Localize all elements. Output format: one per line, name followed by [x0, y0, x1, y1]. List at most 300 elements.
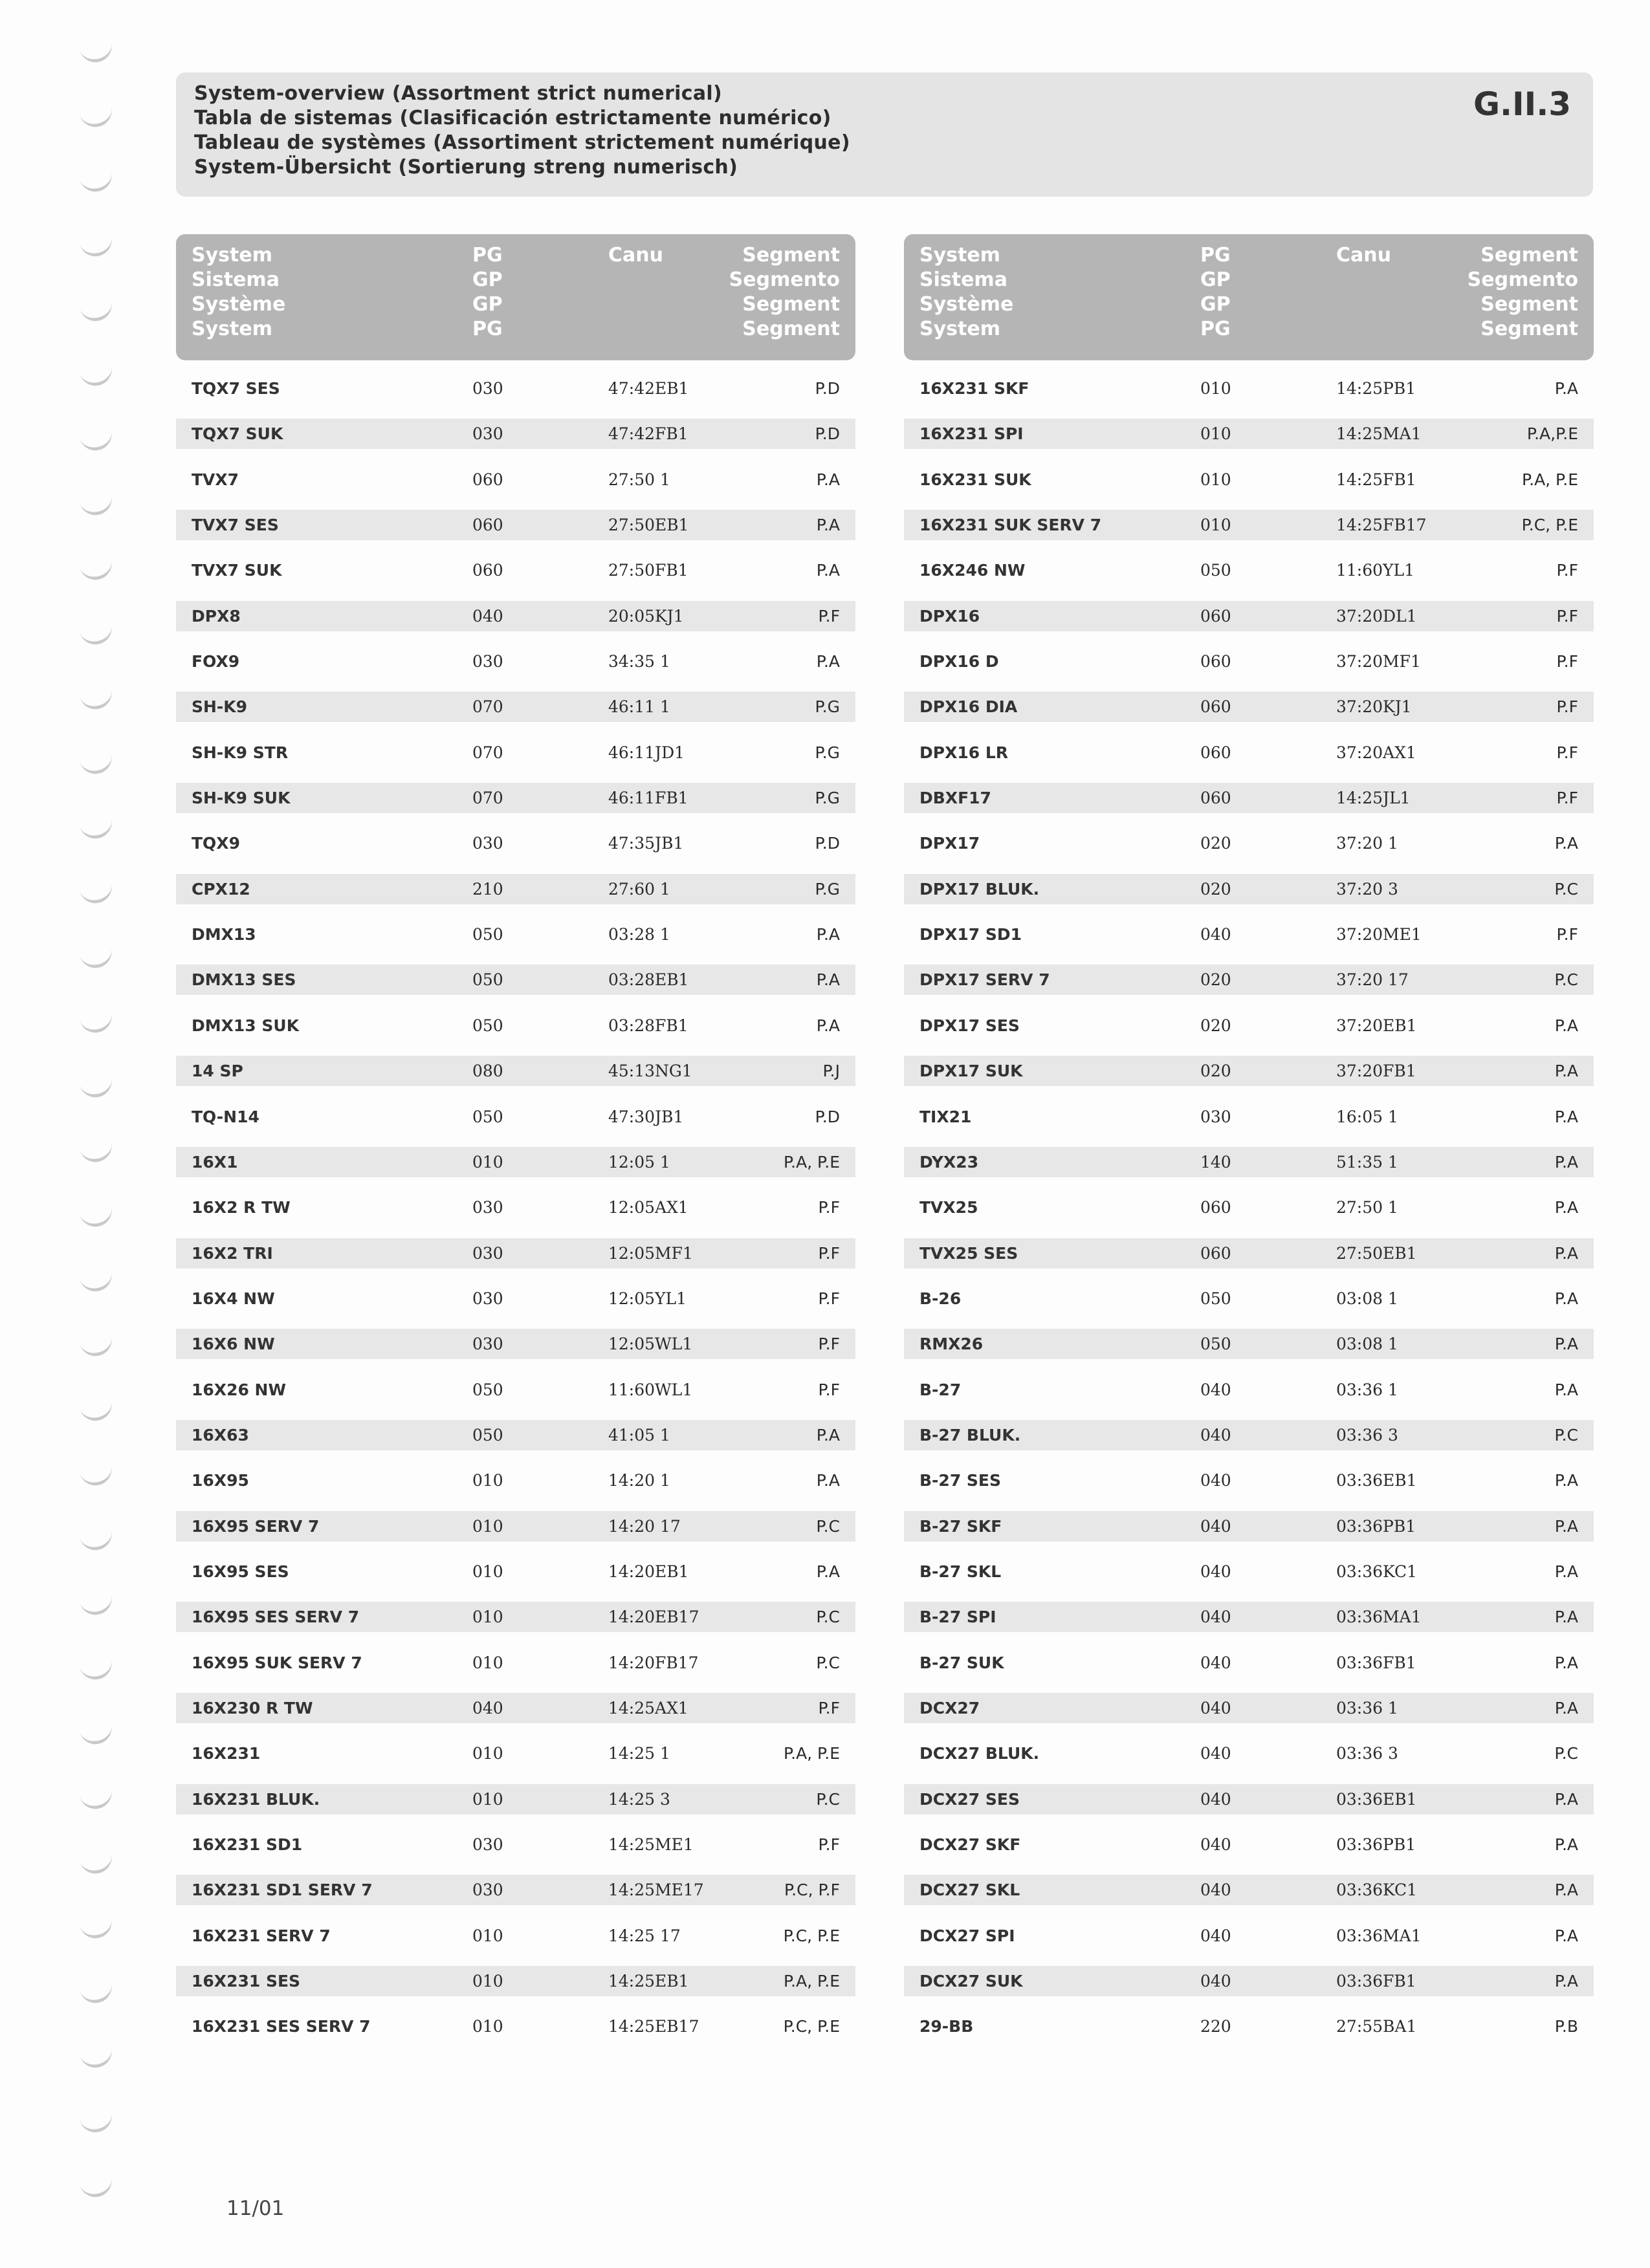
cell-canu: 03:36EB1 [1336, 1789, 1417, 1809]
cell-pg: 030 [472, 652, 503, 671]
cell-canu: 37:20 1 [1336, 834, 1398, 853]
table-row [176, 1420, 855, 1450]
cell-system: 16X231 SES SERV 7 [192, 2017, 371, 2036]
cell-segment: P.A [1554, 1062, 1578, 1081]
cell-system: 16X2 TRI [192, 1243, 273, 1263]
binding-hole [80, 2047, 115, 2071]
table-row [904, 874, 1594, 904]
cell-canu: 03:36FB1 [1336, 1653, 1416, 1672]
binding-hole [80, 495, 115, 518]
cell-pg: 030 [472, 834, 503, 853]
cell-canu: 41:05 1 [608, 1425, 670, 1445]
cell-segment: P.A [1554, 1698, 1578, 1717]
cell-pg: 050 [1200, 1289, 1231, 1308]
cell-system: 16X231 BLUK. [192, 1789, 320, 1809]
cell-system: B-27 SPI [919, 1608, 996, 1627]
cell-pg: 010 [1200, 379, 1231, 398]
table-row [176, 1147, 855, 1177]
cell-canu: 14:20 1 [608, 1471, 670, 1490]
cell-segment: P.J [822, 1062, 840, 1081]
cell-canu: 14:25FB1 [1336, 470, 1416, 489]
cell-canu: 14:20FB17 [608, 1653, 699, 1672]
table-header [904, 234, 1594, 360]
cell-canu: 14:20 17 [608, 1516, 681, 1536]
cell-segment: P.F [1556, 606, 1578, 626]
cell-segment: P.A [1554, 1972, 1578, 1991]
column-label: GP [472, 293, 503, 316]
cell-pg: 050 [472, 925, 503, 944]
cell-segment: P.C [816, 1789, 840, 1809]
cell-canu: 27:50 1 [608, 470, 670, 489]
binding-hole [80, 365, 115, 389]
cell-canu: 14:25ME17 [608, 1881, 704, 1900]
table-row [176, 1511, 855, 1542]
cell-canu: 27:60 1 [608, 879, 670, 899]
cell-canu: 27:50 1 [1336, 1198, 1398, 1217]
cell-system: DPX16 [919, 606, 980, 626]
table-row [904, 2011, 1594, 2042]
table-row [904, 1556, 1594, 1587]
cell-segment: P.A [1554, 1926, 1578, 1945]
cell-canu: 03:08 1 [1336, 1335, 1398, 1354]
cell-pg: 040 [1200, 1516, 1231, 1536]
table-row [176, 464, 855, 495]
cell-system: 16X231 SD1 SERV 7 [192, 1881, 373, 1900]
cell-segment: P.C, P.E [783, 1926, 840, 1945]
table-body [904, 373, 1594, 2042]
cell-segment: P.G [815, 789, 840, 808]
table-row [904, 1465, 1594, 1496]
cell-system: 16X26 NW [192, 1380, 287, 1399]
cell-canu: 14:25EB17 [608, 2017, 699, 2036]
cell-segment: P.A [1554, 1881, 1578, 1900]
table-row [904, 1875, 1594, 1905]
table-row [904, 1102, 1594, 1132]
cell-system: DPX16 DIA [919, 697, 1018, 717]
cell-system: 16X95 SUK SERV 7 [192, 1653, 362, 1672]
binding-hole [80, 1271, 115, 1294]
cell-segment: P.C [1554, 970, 1578, 990]
column-label: System [919, 244, 1000, 267]
cell-pg: 050 [1200, 1335, 1231, 1354]
cell-segment: P.F [818, 1243, 840, 1263]
cell-pg: 020 [1200, 1016, 1231, 1035]
cell-pg: 040 [1200, 1926, 1231, 1945]
binding-hole [80, 301, 115, 324]
cell-pg: 050 [472, 1380, 503, 1399]
cell-pg: 020 [1200, 834, 1231, 853]
cell-canu: 46:11FB1 [608, 789, 688, 808]
column-system [919, 243, 1013, 342]
cell-canu: 27:50FB1 [608, 561, 688, 580]
cell-segment: P.C, P.E [1521, 516, 1578, 535]
binding-hole [80, 560, 115, 583]
header-title-de: System-Übersicht (Sortierung streng numerisch) [194, 156, 738, 179]
cell-canu: 11:60WL1 [608, 1380, 693, 1399]
cell-pg: 070 [472, 743, 503, 762]
cell-pg: 050 [472, 1016, 503, 1035]
cell-segment: P.D [815, 379, 840, 398]
column-pg [1200, 243, 1231, 342]
column-label: Segmento [729, 268, 840, 291]
binding-hole [80, 1659, 115, 1683]
table-row [176, 1738, 855, 1769]
cell-pg: 030 [472, 1243, 503, 1263]
table-row [176, 2011, 855, 2042]
cell-segment: P.A [1554, 1152, 1578, 1172]
cell-system: 16X230 R TW [192, 1698, 313, 1717]
table-row [176, 373, 855, 404]
cell-pg: 070 [472, 789, 503, 808]
cell-pg: 210 [472, 879, 503, 899]
cell-pg: 040 [1200, 1972, 1231, 1991]
cell-canu: 37:20FB1 [1336, 1062, 1416, 1081]
cell-segment: P.F [818, 1835, 840, 1854]
cell-segment: P.A [1554, 1289, 1578, 1308]
cell-system: SH-K9 [192, 697, 248, 717]
cell-canu: 03:28 1 [608, 925, 670, 944]
cell-system: DPX17 SERV 7 [919, 970, 1050, 990]
cell-segment: P.F [818, 1698, 840, 1717]
table-row [904, 1056, 1594, 1086]
table-row [176, 1329, 855, 1359]
cell-canu: 03:36MA1 [1336, 1608, 1422, 1627]
cell-segment: P.A [816, 1562, 840, 1581]
table-row [176, 828, 855, 858]
cell-segment: P.A, P.E [783, 1744, 840, 1763]
cell-segment: P.A [1554, 834, 1578, 853]
binding-hole [80, 883, 115, 906]
cell-segment: P.C, P.E [783, 2017, 840, 2036]
cell-system: DMX13 SES [192, 970, 296, 990]
cell-pg: 010 [472, 1152, 503, 1172]
table-row [904, 1192, 1594, 1223]
cell-pg: 040 [1200, 1380, 1231, 1399]
cell-canu: 03:36FB1 [1336, 1972, 1416, 1991]
cell-segment: P.A [1554, 1653, 1578, 1672]
table-row [176, 919, 855, 950]
table-row [904, 1420, 1594, 1450]
cell-canu: 14:25ME1 [608, 1835, 694, 1854]
cell-canu: 12:05 1 [608, 1152, 670, 1172]
cell-segment: P.G [815, 697, 840, 717]
cell-canu: 03:28EB1 [608, 970, 689, 990]
column-label: Segment [1480, 318, 1578, 340]
table-row [904, 464, 1594, 495]
cell-segment: P.F [1556, 697, 1578, 717]
cell-pg: 030 [472, 379, 503, 398]
binding-hole [80, 1918, 115, 1941]
cell-system: TQX7 SUK [192, 424, 283, 444]
cell-system: B-27 [919, 1380, 962, 1399]
table-row [176, 646, 855, 677]
column-label: PG [1200, 318, 1231, 340]
cell-system: DCX27 BLUK. [919, 1744, 1040, 1763]
binding-hole [80, 1724, 115, 1747]
cell-canu: 20:05KJ1 [608, 606, 684, 626]
table-row [904, 965, 1594, 995]
cell-segment: P.A [816, 1471, 840, 1490]
cell-segment: P.F [1556, 925, 1578, 944]
cell-segment: P.A [1554, 1516, 1578, 1536]
column-label: Segment [1480, 244, 1578, 267]
binding-hole [80, 1853, 115, 1877]
cell-pg: 040 [1200, 1744, 1231, 1763]
cell-system: DBXF17 [919, 789, 991, 808]
cell-canu: 47:35JB1 [608, 834, 684, 853]
cell-system: DCX27 SUK [919, 1972, 1023, 1991]
table-row [904, 1602, 1594, 1632]
column-label: System [192, 244, 272, 267]
cell-segment: P.F [1556, 652, 1578, 671]
table-row [904, 1511, 1594, 1542]
cell-segment: P.A [1554, 379, 1578, 398]
binding-hole [80, 171, 115, 195]
cell-canu: 16:05 1 [1336, 1107, 1398, 1126]
cell-segment: P.A [1554, 1835, 1578, 1854]
column-label: PG [1200, 244, 1231, 267]
cell-pg: 040 [1200, 1608, 1231, 1627]
cell-system: 16X95 SERV 7 [192, 1516, 320, 1536]
cell-pg: 060 [1200, 652, 1231, 671]
cell-canu: 37:20KJ1 [1336, 697, 1412, 717]
column-label: GP [1200, 268, 1231, 291]
cell-segment: P.A [1554, 1107, 1578, 1126]
cell-pg: 020 [1200, 879, 1231, 899]
cell-canu: 14:20EB17 [608, 1608, 699, 1627]
column-label: Sistema [919, 268, 1007, 291]
table-row [176, 1102, 855, 1132]
binding-hole [80, 430, 115, 453]
table-row [904, 1921, 1594, 1951]
cell-canu: 14:25MA1 [1336, 424, 1422, 444]
cell-system: TQX9 [192, 834, 240, 853]
binding-hole [80, 1336, 115, 1359]
cell-segment: P.A, P.E [783, 1152, 840, 1172]
cell-system: DCX27 SKL [919, 1881, 1020, 1900]
cell-segment: P.F [1556, 789, 1578, 808]
cell-pg: 040 [1200, 1653, 1231, 1672]
cell-system: 16X231 [192, 1744, 261, 1763]
cell-pg: 030 [472, 1198, 503, 1217]
table-row [176, 737, 855, 768]
column-label: PG [472, 244, 503, 267]
binding-hole [80, 1983, 115, 2006]
binding-hole [80, 107, 115, 130]
cell-canu: 12:05WL1 [608, 1335, 693, 1354]
table-row [904, 737, 1594, 768]
binding-hole [80, 2112, 115, 2135]
cell-pg: 040 [1200, 1471, 1231, 1490]
cell-pg: 010 [472, 1608, 503, 1627]
cell-system: DCX27 SKF [919, 1835, 1021, 1854]
cell-canu: 37:20 17 [1336, 970, 1409, 990]
table-row [176, 1010, 855, 1041]
column-label: Segmento [1467, 268, 1578, 291]
binding-hole [80, 236, 115, 259]
cell-segment: P.C [816, 1653, 840, 1672]
cell-pg: 040 [1200, 925, 1231, 944]
cell-pg: 010 [472, 2017, 503, 2036]
table-row [904, 510, 1594, 540]
cell-system: DPX17 SES [919, 1016, 1020, 1035]
cell-pg: 060 [472, 516, 503, 535]
cell-pg: 010 [472, 1972, 503, 1991]
cell-canu: 14:25FB17 [1336, 516, 1427, 535]
cell-pg: 060 [1200, 789, 1231, 808]
cell-segment: P.A [816, 1425, 840, 1445]
cell-canu: 03:36PB1 [1336, 1516, 1416, 1536]
cell-segment: P.D [815, 424, 840, 444]
table-row [904, 646, 1594, 677]
cell-canu: 03:36MA1 [1336, 1926, 1422, 1945]
cell-system: RMX26 [919, 1335, 984, 1354]
cell-pg: 040 [1200, 1789, 1231, 1809]
cell-system: B-27 SES [919, 1471, 1002, 1490]
cell-pg: 030 [472, 424, 503, 444]
cell-segment: P.A [1554, 1198, 1578, 1217]
cell-system: B-27 SKL [919, 1562, 1002, 1581]
cell-system: 14 SP [192, 1062, 243, 1081]
cell-pg: 220 [1200, 2017, 1231, 2036]
cell-segment: P.G [815, 743, 840, 762]
cell-segment: P.A [816, 1016, 840, 1035]
column-label: Segment [742, 244, 840, 267]
cell-canu: 47:42EB1 [608, 379, 689, 398]
cell-segment: P.A [816, 561, 840, 580]
cell-canu: 12:05AX1 [608, 1198, 688, 1217]
table-row [904, 555, 1594, 585]
cell-segment: P.C [1554, 1425, 1578, 1445]
table-row [904, 1147, 1594, 1177]
cell-pg: 060 [1200, 606, 1231, 626]
table-row [176, 1648, 855, 1678]
cell-segment: P.A [816, 925, 840, 944]
table-row [904, 828, 1594, 858]
table-row [176, 1465, 855, 1496]
cell-canu: 37:20EB1 [1336, 1016, 1417, 1035]
cell-system: SH-K9 SUK [192, 789, 291, 808]
cell-canu: 14:25 17 [608, 1926, 681, 1945]
table-row [176, 1375, 855, 1405]
column-label: Système [192, 293, 286, 316]
binding-hole [80, 1530, 115, 1553]
table-row [176, 555, 855, 585]
cell-system: B-26 [919, 1289, 962, 1308]
binding-hole [80, 1012, 115, 1036]
cell-segment: P.A [1554, 1016, 1578, 1035]
cell-system: 29-BB [919, 2017, 974, 2036]
cell-system: 16X4 NW [192, 1289, 275, 1308]
table-row [176, 783, 855, 813]
cell-segment: P.D [815, 1107, 840, 1126]
cell-system: TVX7 [192, 470, 239, 489]
cell-canu: 51:35 1 [1336, 1152, 1398, 1172]
cell-system: DPX17 SD1 [919, 925, 1022, 944]
cell-pg: 060 [1200, 697, 1231, 717]
binding-hole [80, 1142, 115, 1165]
cell-canu: 14:25EB1 [608, 1972, 689, 1991]
cell-segment: P.A,P.E [1526, 424, 1578, 444]
table-row [904, 1784, 1594, 1815]
cell-system: 16X231 SKF [919, 379, 1029, 398]
binding-hole [80, 1401, 115, 1424]
cell-system: 16X95 [192, 1471, 249, 1490]
binding-hole [80, 1206, 115, 1230]
cell-segment: P.A [816, 970, 840, 990]
cell-system: DCX27 SES [919, 1789, 1020, 1809]
cell-canu: 47:42FB1 [608, 424, 688, 444]
binding-hole [80, 689, 115, 712]
cell-canu: 03:36 1 [1336, 1698, 1398, 1717]
binding-hole [80, 1789, 115, 1812]
cell-system: 16X1 [192, 1152, 238, 1172]
column-label: Sistema [192, 268, 280, 291]
cell-pg: 010 [472, 1926, 503, 1945]
cell-segment: P.A, P.E [783, 1972, 840, 1991]
table-header [176, 234, 855, 360]
cell-pg: 050 [472, 970, 503, 990]
cell-pg: 030 [472, 1335, 503, 1354]
cell-system: DPX17 BLUK. [919, 879, 1040, 899]
cell-canu: 37:20ME1 [1336, 925, 1422, 944]
cell-system: B-27 SKF [919, 1516, 1002, 1536]
table-row [904, 1648, 1594, 1678]
cell-pg: 020 [1200, 1062, 1231, 1081]
systems-table-left [176, 234, 855, 2057]
cell-segment: P.B [1554, 2017, 1578, 2036]
cell-segment: P.F [818, 1335, 840, 1354]
table-row [176, 1602, 855, 1632]
cell-system: 16X231 SPI [919, 424, 1024, 444]
cell-pg: 040 [472, 1698, 503, 1717]
cell-pg: 010 [472, 1516, 503, 1536]
cell-canu: 46:11JD1 [608, 743, 685, 762]
column-canu [1336, 243, 1391, 268]
table-row [904, 419, 1594, 449]
binding-hole [80, 948, 115, 971]
cell-system: 16X231 SUK [919, 470, 1031, 489]
table-row [176, 1693, 855, 1723]
cell-system: 16X231 SERV 7 [192, 1926, 331, 1945]
cell-segment: P.A [1554, 1471, 1578, 1490]
cell-system: DPX16 LR [919, 743, 1009, 762]
cell-pg: 060 [1200, 1243, 1231, 1263]
column-label: System [192, 318, 272, 340]
cell-pg: 070 [472, 697, 503, 717]
cell-segment: P.F [818, 1289, 840, 1308]
cell-pg: 060 [1200, 1198, 1231, 1217]
cell-segment: P.F [818, 606, 840, 626]
cell-canu: 14:25 3 [608, 1789, 670, 1809]
table-row [904, 601, 1594, 631]
column-label: Segment [1480, 293, 1578, 316]
cell-pg: 010 [1200, 470, 1231, 489]
cell-system: TIX21 [919, 1107, 972, 1126]
cell-system: DCX27 SPI [919, 1926, 1015, 1945]
cell-canu: 14:20EB1 [608, 1562, 689, 1581]
cell-segment: P.F [818, 1380, 840, 1399]
cell-pg: 030 [472, 1289, 503, 1308]
cell-pg: 050 [1200, 561, 1231, 580]
cell-pg: 030 [472, 1835, 503, 1854]
column-label: System [919, 318, 1000, 340]
cell-system: FOX9 [192, 652, 240, 671]
cell-pg: 060 [472, 470, 503, 489]
cell-system: 16X95 SES [192, 1562, 289, 1581]
cell-system: DPX16 D [919, 652, 999, 671]
binding-hole [80, 1465, 115, 1488]
